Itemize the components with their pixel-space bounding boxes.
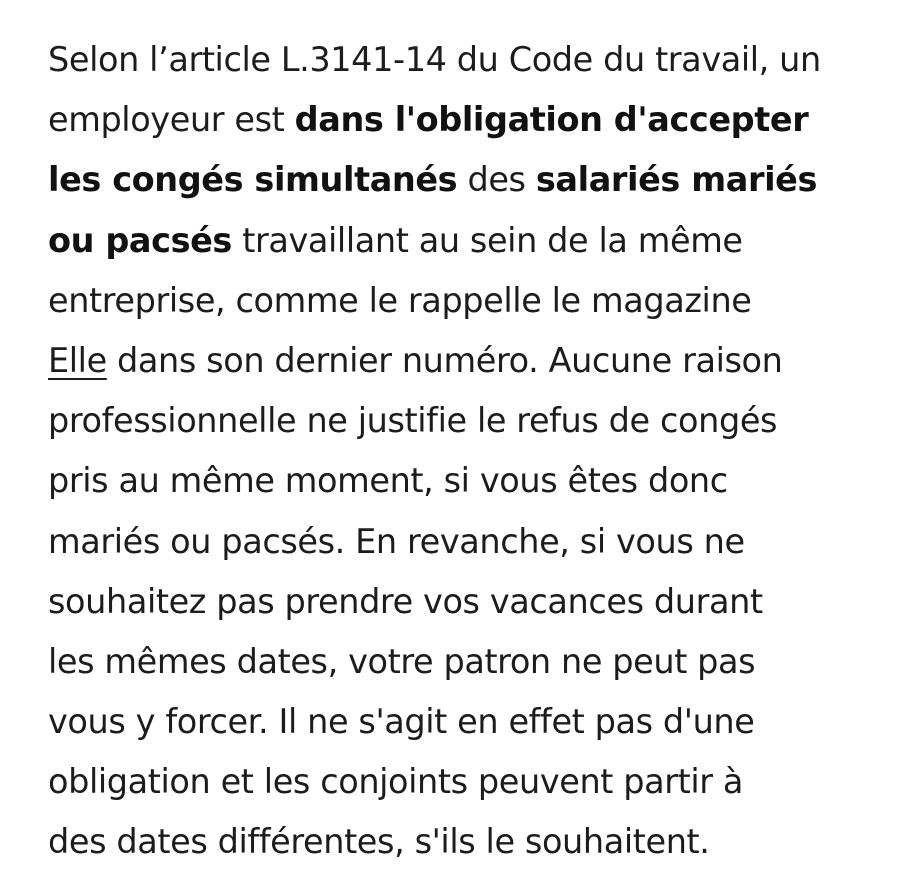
paragraph-line [48,692,878,752]
paragraph-line [48,572,878,632]
paragraph-line [48,451,878,511]
text-segment: souhaitez pas prendre vos vacances durant [48,581,763,621]
article-paragraph [48,30,878,873]
bold-text: ou pacsés [48,220,232,260]
text-segment: entreprise, comme le rappelle le magazine [48,280,752,320]
text-segment: pris au même moment, si vous êtes donc [48,461,728,501]
bold-text: dans l'obligation d'accepter [294,100,809,140]
paragraph-line [48,331,878,391]
text-segment: obligation et les conjoints peuvent partir à [48,762,744,802]
bold-text: salariés mariés [535,160,818,200]
text-segment: des dates différentes, s'ils le souhaitent. [48,822,710,862]
text-segment: travaillant au sein de la même [231,220,743,260]
paragraph-line [48,211,878,271]
magazine-link[interactable]: Elle [48,340,107,380]
paragraph-line [48,90,878,150]
text-segment: vous y forcer. Il ne s'agit en effet pas d'une [48,702,755,742]
text-segment: des [457,160,536,200]
paragraph-line [48,30,878,90]
paragraph-line [48,812,878,872]
paragraph-line [48,512,878,572]
text-segment: Selon l’article L.3141-14 du Code du travail, un [48,40,821,79]
paragraph-line [48,391,878,451]
text-segment: dans son dernier numéro. Aucune raison [106,340,783,380]
text-segment: employeur est [48,100,295,140]
text-segment: professionnelle ne justifie le refus de congés [48,401,778,441]
paragraph-line [48,150,878,210]
paragraph-line [48,752,878,812]
text-segment: mariés ou pacsés. En revanche, si vous ne [48,521,745,561]
paragraph-line [48,632,878,692]
paragraph-line [48,271,878,331]
text-segment: les mêmes dates, votre patron ne peut pas [48,641,756,681]
bold-text: les congés simultanés [48,160,458,200]
